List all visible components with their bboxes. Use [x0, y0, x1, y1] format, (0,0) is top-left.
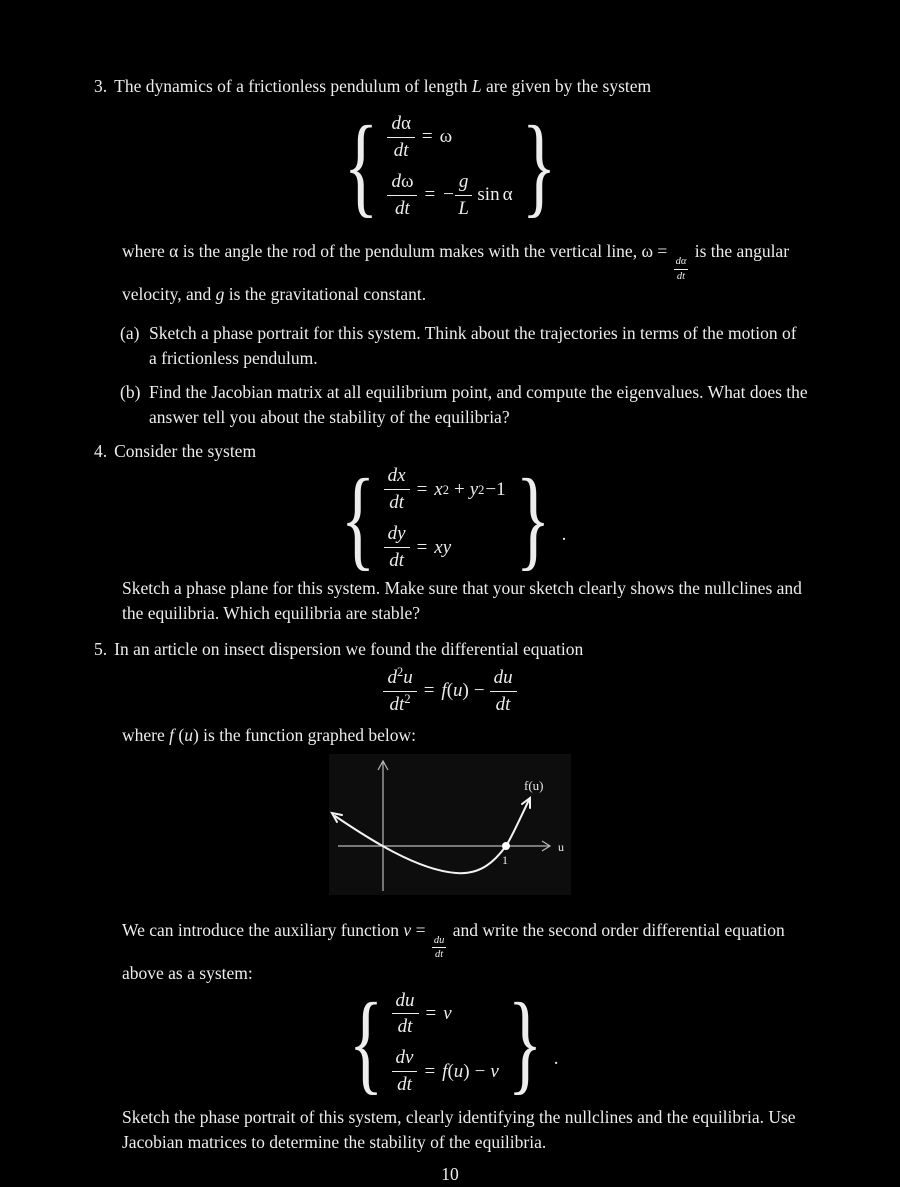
text: where	[122, 241, 170, 262]
left-brace: {	[340, 455, 375, 581]
item-b-text: Find the Jacobian matrix at all equilibrium point, and compute the eigenvalues. What does the answer tell you about the stability of the equilibria?	[149, 382, 808, 428]
problem-3-intro-post: are given by the system	[481, 76, 652, 96]
equation-du-dt	[392, 990, 499, 1039]
var-u: u	[184, 724, 193, 745]
var-v: v	[490, 1060, 499, 1082]
item-b-label: (b)	[120, 382, 141, 403]
var-dt: dt	[397, 1016, 413, 1038]
equals-sign: =	[424, 184, 436, 206]
var-dt: dt	[389, 693, 405, 715]
var-u: u	[403, 666, 413, 688]
equals-sign: =	[416, 478, 428, 500]
problem-3-item-a	[120, 321, 808, 371]
var-dt: dt	[395, 197, 410, 219]
item-a-label: (a)	[120, 323, 140, 344]
page-number: 10	[441, 1164, 459, 1184]
exponent-2: 2	[396, 664, 404, 679]
minus-sign: −	[474, 1060, 486, 1082]
zero-point-marker	[502, 842, 510, 850]
close-paren: )	[462, 680, 469, 702]
equation-dx-dt: $\frac{dx}{dt}$ = x 2 + y 2 −1	[384, 465, 507, 514]
equals-sign: =	[423, 680, 435, 702]
problem-5-intro: In an article on insect dispersion we found the differential equation	[114, 638, 584, 659]
function-f: f	[442, 1060, 448, 1082]
f-of-u-curve	[335, 798, 530, 873]
period: .	[561, 523, 567, 545]
problem-5-where-line	[122, 723, 804, 748]
auxiliary-function-paragraph	[122, 918, 804, 986]
u-axis-label: u	[558, 839, 564, 854]
problem-4-instructions: Sketch a phase plane for this system. Make sure that your sketch clearly shows the nullclines and the equilibria. Which equilibria are stable?	[122, 577, 802, 623]
equation-dalpha-dt	[387, 113, 512, 162]
text: We can introduce the auxiliary function	[122, 919, 404, 940]
text: is the gravitational constant.	[224, 284, 427, 305]
minus-one: −1	[485, 478, 506, 500]
problem-5-number: 5.	[94, 638, 108, 659]
equals-sign: =	[421, 126, 433, 148]
equation-dv-dt	[392, 1047, 499, 1096]
function-f: f	[441, 680, 447, 702]
right-brace: }	[521, 103, 556, 228]
var-d: d	[391, 113, 401, 134]
var-omega: ω	[641, 241, 653, 262]
close-paren: )	[192, 724, 199, 745]
var-L: L	[471, 76, 482, 96]
var-dx: dx	[384, 465, 410, 490]
plus-sign: +	[453, 478, 465, 500]
minus-sign: −	[443, 184, 454, 206]
problem-5-system-equation	[0, 980, 900, 1105]
equation-domega-dt	[387, 171, 512, 220]
problem-3-heading	[94, 74, 840, 99]
equals-sign: =	[652, 241, 672, 262]
var-d: d	[387, 666, 397, 688]
inline-fraction-dalpha-dt: $\frac{d\alpha}{dt}$	[675, 256, 687, 282]
var-x: x	[434, 478, 443, 500]
var-dv: dv	[392, 1047, 418, 1072]
open-paren: (	[178, 724, 185, 745]
sin-function: sin	[477, 184, 500, 206]
curve-label: f(u)	[524, 777, 544, 793]
var-d: d	[391, 170, 401, 192]
problem-3-item-b	[120, 380, 808, 430]
equation-dy-dt	[384, 523, 507, 572]
minus-sign: −	[473, 680, 485, 702]
exponent-2: 2	[404, 691, 411, 706]
var-dy: dy	[384, 523, 410, 548]
right-brace: }	[507, 980, 543, 1105]
tick-label-1: 1	[502, 852, 508, 867]
open-paren: (	[447, 1060, 454, 1082]
period: .	[553, 1047, 559, 1069]
var-omega: ω	[439, 126, 453, 148]
var-alpha: α	[502, 184, 513, 206]
var-y: y	[469, 478, 479, 500]
problem-4-heading	[94, 439, 840, 464]
var-alpha: α	[169, 241, 179, 262]
problem-4-number: 4.	[94, 441, 108, 462]
close-paren: )	[463, 1060, 470, 1082]
problem-5-heading	[94, 637, 840, 662]
f-of-u-graph	[329, 754, 571, 895]
var-dt: dt	[389, 492, 404, 514]
text: is the angle the rod of the pendulum makes with the vertical line,	[178, 241, 642, 262]
var-dt: dt	[495, 693, 511, 715]
equals-sign: =	[416, 536, 428, 558]
open-paren: (	[446, 680, 454, 702]
var-v: v	[403, 919, 412, 940]
problem-4-system-equation	[0, 455, 900, 581]
var-g: g	[455, 171, 473, 196]
pendulum-system-equation	[0, 103, 900, 228]
text: and write the second order differential equation above as a system:	[122, 919, 785, 983]
text: is the function graphed below:	[198, 724, 417, 745]
problem-3-where-paragraph	[122, 239, 804, 307]
problem-3-intro-pre: The dynamics of a frictionless pendulum of length	[114, 76, 472, 96]
text: where	[122, 724, 170, 745]
equals-sign: =	[425, 1002, 437, 1024]
var-omega: ω	[400, 170, 414, 192]
problem-3-number: 3.	[94, 76, 108, 96]
item-a-text: Sketch a phase portrait for this system. Think about the trajectories in terms of the motion of a frictionless pendulum.	[149, 323, 797, 369]
equals-sign: =	[424, 1060, 436, 1082]
left-brace: {	[348, 980, 383, 1105]
var-u: u	[453, 1060, 464, 1082]
var-du: du	[490, 667, 517, 692]
var-g: g	[215, 284, 225, 305]
problem-4-intro: Consider the system	[114, 441, 257, 462]
var-L: L	[458, 197, 469, 219]
function-f: f	[169, 724, 175, 745]
inline-fraction-du-dt: $\frac{du}{dt}$	[433, 934, 445, 961]
var-u: u	[453, 680, 463, 702]
text: is the angular velocity, and	[122, 241, 790, 305]
var-du: du	[392, 990, 419, 1015]
left-brace: {	[344, 103, 379, 228]
var-v: v	[443, 1002, 452, 1024]
insect-dispersion-equation	[0, 664, 900, 716]
equals-sign: =	[411, 919, 430, 940]
problem-5-instructions: Sketch the phase portrait of this system, clearly identifying the nullclines and the equilibria. Use Jacobian matrices to determine the stability of the equilibria.	[122, 1107, 796, 1152]
var-xy: xy	[434, 536, 452, 558]
right-brace: }	[515, 455, 550, 581]
var-dt: dt	[393, 139, 409, 161]
var-alpha: α	[400, 113, 411, 134]
var-dt: dt	[389, 550, 404, 571]
var-dt: dt	[397, 1074, 412, 1096]
